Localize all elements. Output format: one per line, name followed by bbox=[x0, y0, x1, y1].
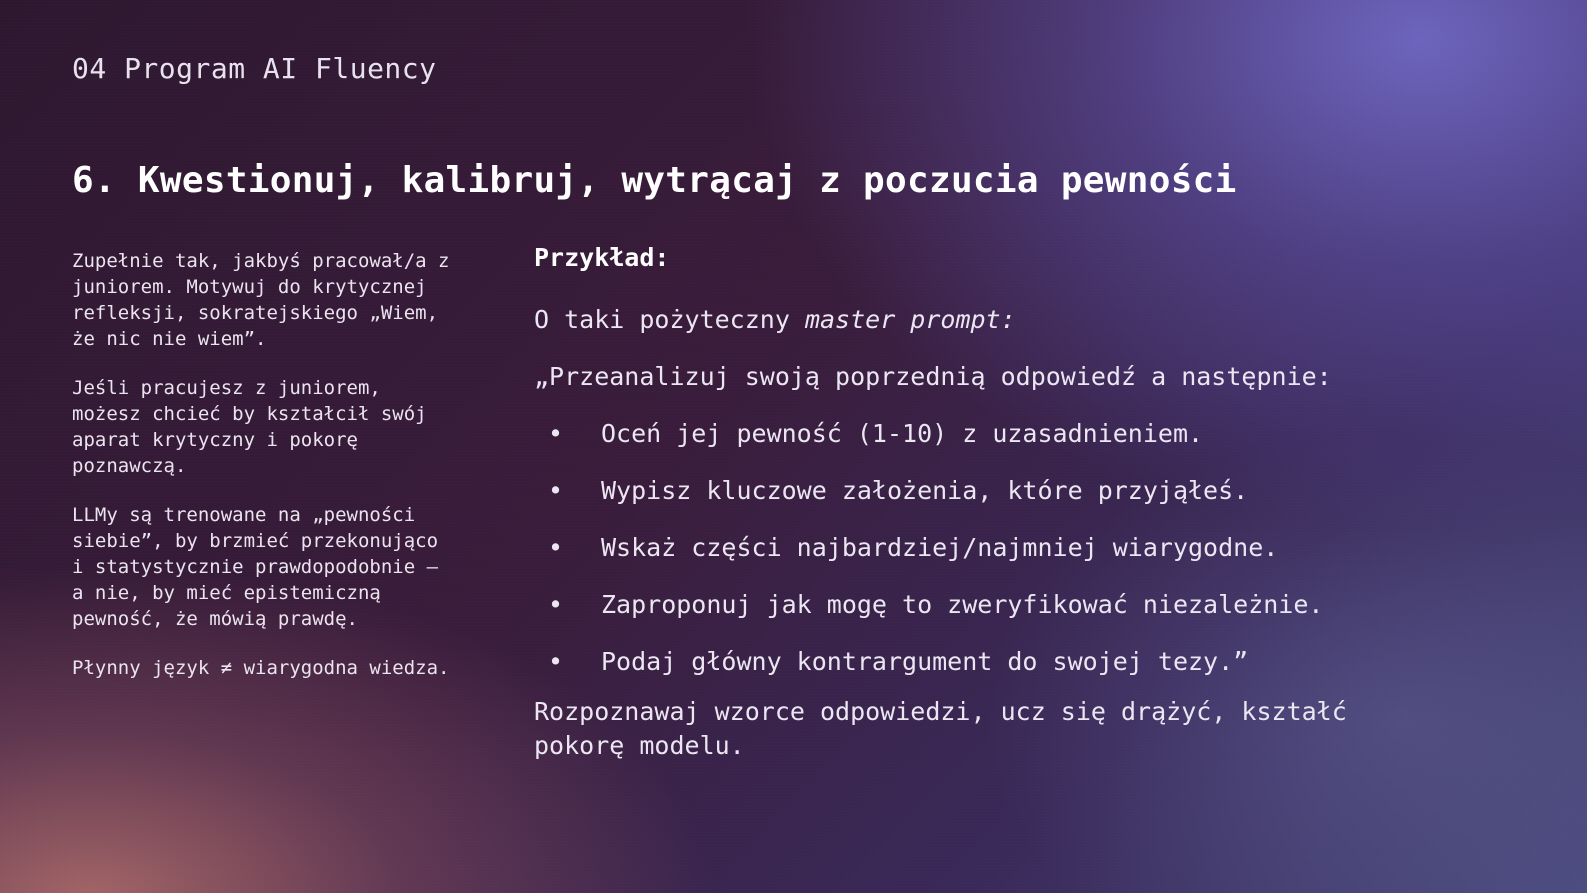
left-paragraph: Płynny język ≠ wiarygodna wiedza. bbox=[72, 657, 450, 679]
example-intro-emphasis: master prompt: bbox=[804, 305, 1016, 334]
closing-text: Rozpoznawaj wzorce odpowiedzi, ucz się drążyć, kształć pokorę modelu. bbox=[534, 697, 1347, 760]
example-intro-text: O taki pożyteczny bbox=[534, 305, 805, 334]
list-item bbox=[534, 644, 1434, 680]
bullet-icon: • bbox=[548, 647, 564, 676]
left-paragraph: Zupełnie tak, jakbyś pracował/a z juniorem. Motywuj do krytycznej refleksji, sokratejskiego „Wiem, że nic nie wiem”. bbox=[72, 250, 450, 350]
list-item-text: Podaj główny kontrargument do swojej tezy.” bbox=[601, 647, 1249, 676]
list-item bbox=[534, 473, 1434, 509]
bullet-icon: • bbox=[548, 533, 564, 562]
prompt-opening: „Przeanalizuj swoją poprzednią odpowiedź a następnie: bbox=[534, 362, 1332, 391]
list-item-text: Zaproponuj jak mogę to zweryfikować niezależnie. bbox=[601, 590, 1324, 619]
bullet-icon: • bbox=[548, 419, 564, 448]
bullet-icon: • bbox=[548, 590, 564, 619]
example-intro bbox=[534, 302, 1434, 338]
left-column bbox=[72, 248, 452, 704]
slide-title: 6. Kwestionuj, kalibruj, wytrącaj z poczucia pewności bbox=[72, 160, 1237, 201]
list-item bbox=[534, 587, 1434, 623]
list-item-text: Oceń jej pewność (1-10) z uzasadnieniem. bbox=[601, 419, 1204, 448]
list-item bbox=[534, 416, 1434, 452]
list-item-text: Wskaż części najbardziej/najmniej wiarygodne. bbox=[601, 533, 1279, 562]
right-column bbox=[534, 240, 1434, 763]
list-item-text: Wypisz kluczowe założenia, które przyjąłeś. bbox=[601, 476, 1249, 505]
list-item bbox=[534, 530, 1434, 566]
bullet-icon: • bbox=[548, 476, 564, 505]
prompt-steps-list bbox=[534, 416, 1434, 680]
section-label: 04 Program AI Fluency bbox=[72, 52, 437, 85]
left-paragraph: LLMy są trenowane na „pewności siebie”, by brzmieć przekonująco i statystycznie prawdopodobnie – a nie, by mieć epistemiczną pewność, że mówią prawdę. bbox=[72, 504, 439, 630]
left-paragraph: Jeśli pracujesz z juniorem, możesz chcieć by kształcił swój aparat krytyczny i pokorę poznawczą. bbox=[72, 377, 427, 477]
example-label: Przykład: bbox=[534, 243, 670, 272]
